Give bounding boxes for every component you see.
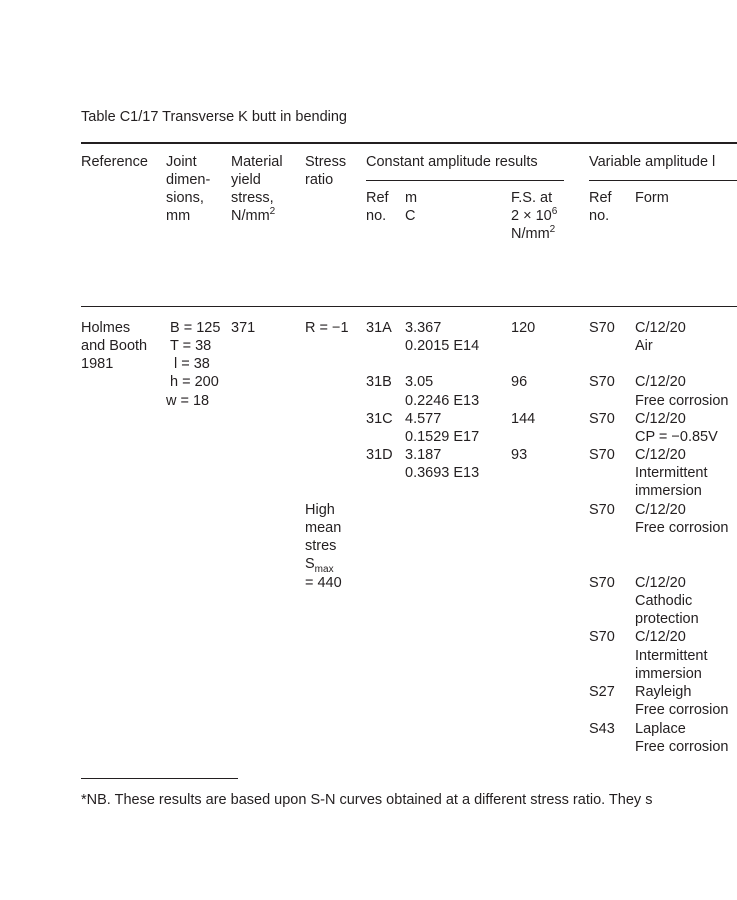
joint-b: B = 125	[170, 320, 221, 336]
header-reference: Reference	[81, 154, 148, 170]
header-fs-1: F.S. at	[511, 190, 553, 206]
reference-line-3: 1981	[81, 356, 114, 372]
const-c-31c: 0.1529 E17	[405, 429, 480, 445]
header-material-unit: N/mm	[231, 208, 270, 224]
header-joint-1: Joint	[166, 154, 197, 170]
header-fs-2	[511, 207, 557, 225]
var-form-3a: C/12/20	[635, 411, 686, 427]
header-material-1: Material	[231, 154, 283, 170]
var-ref-5: S70	[589, 502, 615, 518]
var-form-9b: Free corrosion	[635, 739, 729, 755]
high-mean-1: High	[305, 502, 335, 518]
header-var-ref-2: no.	[589, 208, 610, 224]
high-mean-3: stres	[305, 538, 337, 554]
var-form-7b: Intermittent	[635, 648, 708, 664]
var-form-2b: Free corrosion	[635, 393, 729, 409]
joint-h: h = 200	[170, 374, 219, 390]
const-m-31b: 3.05	[405, 374, 434, 390]
var-ref-4: S70	[589, 447, 615, 463]
const-fs-31b: 96	[511, 374, 528, 390]
smax-label	[305, 555, 334, 573]
header-material-4	[231, 207, 275, 225]
header-ref-1: Ref	[366, 190, 389, 206]
footnote-rule	[81, 778, 238, 779]
var-ref-8: S27	[589, 684, 615, 700]
var-form-7a: C/12/20	[635, 629, 686, 645]
var-form-9a: Laplace	[635, 721, 686, 737]
var-form-7c: immersion	[635, 666, 702, 682]
header-fs-2-base: 2 × 10	[511, 208, 552, 224]
constant-group-rule	[366, 180, 564, 181]
const-c-31b: 0.2246 E13	[405, 393, 480, 409]
const-fs-31c: 144	[511, 411, 536, 427]
header-fs-3	[511, 225, 555, 243]
const-fs-31d: 93	[511, 447, 528, 463]
var-form-8b: Free corrosion	[635, 702, 729, 718]
joint-l: l = 38	[174, 356, 210, 372]
var-ref-3: S70	[589, 411, 615, 427]
header-fs-2-sup: 6	[551, 206, 558, 218]
header-stress-2: ratio	[305, 172, 334, 188]
const-c-31a: 0.2015 E14	[405, 338, 480, 354]
material-value: 371	[231, 320, 256, 336]
var-form-6a: C/12/20	[635, 575, 686, 591]
joint-w: w = 18	[166, 393, 210, 409]
var-form-4a: C/12/20	[635, 447, 686, 463]
var-form-1a: C/12/20	[635, 320, 686, 336]
const-m-31d: 3.187	[405, 447, 442, 463]
var-form-4b: Intermittent	[635, 465, 708, 481]
var-form-4c: immersion	[635, 483, 702, 499]
variable-group-rule	[589, 180, 737, 181]
header-var-ref-1: Ref	[589, 190, 612, 206]
const-ref-31b: 31B	[366, 374, 392, 390]
footnote: *NB. These results are based upon S-N curves obtained at a different stress ratio. They s	[81, 792, 653, 808]
var-ref-2: S70	[589, 374, 615, 390]
var-form-6c: protection	[635, 611, 699, 627]
header-joint-3: sions,	[166, 190, 204, 206]
header-material-2: yield	[231, 172, 261, 188]
reference-line-1: Holmes	[81, 320, 131, 336]
header-constant-group: Constant amplitude results	[366, 154, 538, 170]
var-ref-9: S43	[589, 721, 615, 737]
smax-value: = 440	[305, 575, 342, 591]
table-caption: Table C1/17 Transverse K butt in bending	[81, 109, 347, 125]
reference-line-2: and Booth	[81, 338, 148, 354]
high-mean-2: mean	[305, 520, 342, 536]
var-ref-1: S70	[589, 320, 615, 336]
var-form-8a: Rayleigh	[635, 684, 692, 700]
header-variable-group: Variable amplitude l	[589, 154, 716, 170]
header-m: m	[405, 190, 418, 206]
const-ref-31c: 31C	[366, 411, 393, 427]
header-fs-3-sup: 2	[549, 224, 556, 236]
header-fs-3-base: N/mm	[511, 226, 550, 242]
header-material-3: stress,	[231, 190, 274, 206]
header-joint-4: mm	[166, 208, 191, 224]
var-form-1b: Air	[635, 338, 653, 354]
top-rule	[81, 142, 737, 144]
var-form-6b: Cathodic	[635, 593, 693, 609]
smax-base: S	[305, 556, 315, 572]
header-ref-2: no.	[366, 208, 387, 224]
const-c-31d: 0.3693 E13	[405, 465, 480, 481]
const-ref-31a: 31A	[366, 320, 392, 336]
var-form-5b: Free corrosion	[635, 520, 729, 536]
smax-sub: max	[314, 563, 334, 575]
var-ref-6: S70	[589, 575, 615, 591]
header-bottom-rule	[81, 306, 737, 307]
header-c: C	[405, 208, 416, 224]
const-ref-31d: 31D	[366, 447, 393, 463]
header-stress-1: Stress	[305, 154, 347, 170]
const-m-31c: 4.577	[405, 411, 442, 427]
var-form-5a: C/12/20	[635, 502, 686, 518]
var-ref-7: S70	[589, 629, 615, 645]
var-form-3b: CP = −0.85V	[635, 429, 718, 445]
joint-t: T = 38	[170, 338, 212, 354]
header-form: Form	[635, 190, 669, 206]
const-fs-31a: 120	[511, 320, 536, 336]
const-m-31a: 3.367	[405, 320, 442, 336]
header-joint-2: dimen-	[166, 172, 211, 188]
header-material-unit-sup: 2	[269, 206, 276, 218]
var-form-2a: C/12/20	[635, 374, 686, 390]
stress-ratio: R = −1	[305, 320, 349, 336]
